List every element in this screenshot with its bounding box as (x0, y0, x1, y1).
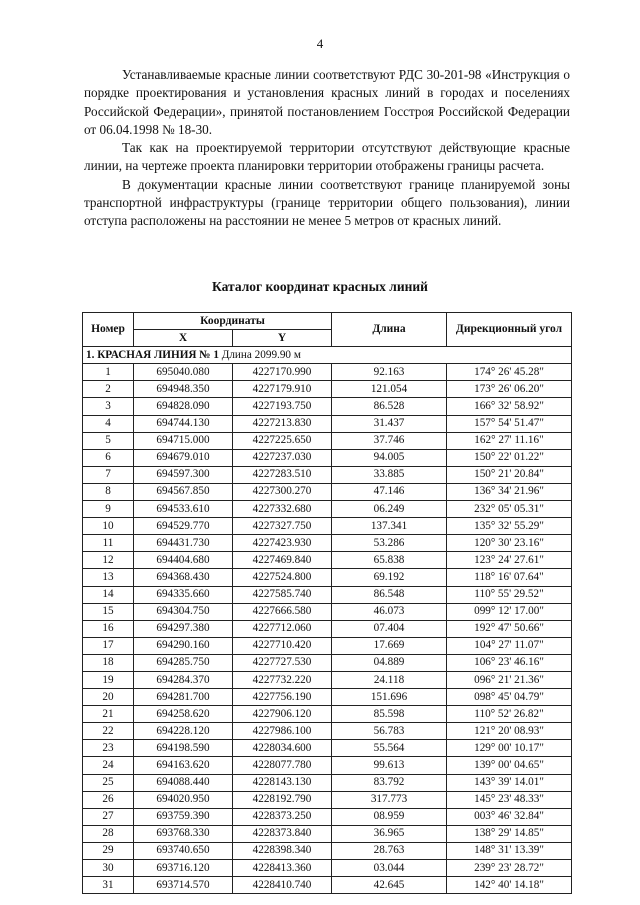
cell-number: 6 (83, 449, 134, 466)
cell-angle: 110° 52' 26.82" (447, 706, 572, 723)
catalog-title: Каталог координат красных линий (212, 279, 428, 294)
cell-length: 92.163 (332, 364, 447, 381)
cell-y: 4227524.800 (233, 569, 332, 586)
table-row (83, 740, 572, 757)
cell-x: 694335.660 (134, 586, 233, 603)
cell-angle: 145° 23' 48.33" (447, 791, 572, 808)
cell-length: 65.838 (332, 552, 447, 569)
cell-length: 36.965 (332, 825, 447, 842)
cell-x: 693716.120 (134, 860, 233, 877)
cell-angle: 098° 45' 04.79" (447, 689, 572, 706)
cell-y: 4228410.740 (233, 877, 332, 894)
table-row (83, 877, 572, 894)
cell-x: 694290.160 (134, 637, 233, 654)
cell-length: 137.341 (332, 518, 447, 535)
cell-length: 55.564 (332, 740, 447, 757)
table-row (83, 535, 572, 552)
cell-angle: 104° 27' 11.07" (447, 637, 572, 654)
cell-number: 20 (83, 689, 134, 706)
table-row (83, 483, 572, 500)
cell-number: 30 (83, 860, 134, 877)
body-text (84, 66, 570, 231)
cell-x: 694285.750 (134, 654, 233, 671)
cell-number: 27 (83, 808, 134, 825)
cell-number: 25 (83, 774, 134, 791)
cell-angle: 232° 05' 05.31" (447, 501, 572, 518)
cell-x: 693714.570 (134, 877, 233, 894)
table-row (83, 637, 572, 654)
header-y: Y (233, 330, 332, 347)
table-row (83, 518, 572, 535)
cell-x: 694744.130 (134, 415, 233, 432)
cell-angle: 143° 39' 14.01" (447, 774, 572, 791)
cell-y: 4227712.060 (233, 620, 332, 637)
table-row (83, 501, 572, 518)
cell-x: 694228.120 (134, 723, 233, 740)
cell-length: 24.118 (332, 671, 447, 688)
cell-y: 4227727.530 (233, 654, 332, 671)
cell-length: 99.613 (332, 757, 447, 774)
cell-angle: 157° 54' 51.47" (447, 415, 572, 432)
cell-y: 4227170.990 (233, 364, 332, 381)
cell-number: 2 (83, 381, 134, 398)
cell-number: 10 (83, 518, 134, 535)
cell-length: 317.773 (332, 791, 447, 808)
cell-length: 94.005 (332, 449, 447, 466)
cell-y: 4228398.340 (233, 842, 332, 859)
cell-y: 4227585.740 (233, 586, 332, 603)
cell-number: 5 (83, 432, 134, 449)
cell-y: 4227237.030 (233, 449, 332, 466)
cell-number: 3 (83, 398, 134, 415)
cell-y: 4228373.840 (233, 825, 332, 842)
cell-angle: 166° 32' 58.92" (447, 398, 572, 415)
cell-number: 18 (83, 654, 134, 671)
cell-x: 694404.680 (134, 552, 233, 569)
cell-length: 42.645 (332, 877, 447, 894)
table-row (83, 466, 572, 483)
cell-length: 56.783 (332, 723, 447, 740)
cell-y: 4227732.220 (233, 671, 332, 688)
cell-length: 86.548 (332, 586, 447, 603)
cell-angle: 003° 46' 32.84" (447, 808, 572, 825)
cell-angle: 110° 55' 29.52" (447, 586, 572, 603)
cell-y: 4227179.910 (233, 381, 332, 398)
cell-length: 86.528 (332, 398, 447, 415)
cell-number: 15 (83, 603, 134, 620)
cell-number: 31 (83, 877, 134, 894)
cell-length: 33.885 (332, 466, 447, 483)
cell-y: 4227986.100 (233, 723, 332, 740)
cell-angle: 096° 21' 21.36" (447, 671, 572, 688)
cell-angle: 139° 00' 04.65" (447, 757, 572, 774)
cell-x: 694281.700 (134, 689, 233, 706)
cell-y: 4227327.750 (233, 518, 332, 535)
cell-y: 4227666.580 (233, 603, 332, 620)
cell-length: 06.249 (332, 501, 447, 518)
cell-length: 69.192 (332, 569, 447, 586)
cell-number: 7 (83, 466, 134, 483)
cell-y: 4227469.840 (233, 552, 332, 569)
cell-angle: 142° 40' 14.18" (447, 877, 572, 894)
cell-x: 694715.000 (134, 432, 233, 449)
cell-length: 04.889 (332, 654, 447, 671)
cell-angle: 173° 26' 06.20" (447, 381, 572, 398)
cell-angle: 174° 26' 45.28" (447, 364, 572, 381)
cell-x: 694597.300 (134, 466, 233, 483)
cell-angle: 118° 16' 07.64" (447, 569, 572, 586)
header-length: Длина (332, 313, 447, 347)
table-row (83, 654, 572, 671)
cell-x: 694431.730 (134, 535, 233, 552)
table-row (83, 842, 572, 859)
cell-angle: 120° 30' 23.16" (447, 535, 572, 552)
paragraph: В документации красные линии соответствуют границе планируемой зоны транспортной инфраструктуры (границе территории общего пользования), линии отступа расположены на расстоянии не менее 5 метров от красных линий. (84, 176, 570, 229)
header-angle: Дирекционный угол (447, 313, 572, 347)
cell-number: 17 (83, 637, 134, 654)
cell-angle: 150° 21' 20.84" (447, 466, 572, 483)
cell-y: 4227283.510 (233, 466, 332, 483)
cell-x: 694679.010 (134, 449, 233, 466)
cell-y: 4228077.780 (233, 757, 332, 774)
cell-number: 11 (83, 535, 134, 552)
paragraph: Устанавливаемые красные линии соответствуют РДС 30-201-98 «Инструкция о порядке проектирования и установления красных линий в городах и поселениях Российской Федерации», принятой постановлением Госстроя Российской Федерации от 06.04.1998 № 18-30. (84, 67, 570, 137)
cell-length: 03.044 (332, 860, 447, 877)
table-row (83, 620, 572, 637)
coordinates-table (82, 312, 572, 894)
cell-length: 07.404 (332, 620, 447, 637)
table-row (83, 432, 572, 449)
cell-x: 694297.380 (134, 620, 233, 637)
cell-number: 19 (83, 671, 134, 688)
header-x: X (134, 330, 233, 347)
table-row (83, 398, 572, 415)
cell-length: 151.696 (332, 689, 447, 706)
cell-number: 22 (83, 723, 134, 740)
cell-number: 12 (83, 552, 134, 569)
cell-y: 4227213.830 (233, 415, 332, 432)
table-row (83, 364, 572, 381)
cell-angle: 129° 00' 10.17" (447, 740, 572, 757)
cell-number: 16 (83, 620, 134, 637)
section-name: 1. КРАСНАЯ ЛИНИЯ № 1 (86, 348, 219, 361)
cell-number: 9 (83, 501, 134, 518)
cell-y: 4227756.190 (233, 689, 332, 706)
paragraph: Так как на проектируемой территории отсутствуют действующие красные линии, на чертеже проекта планировки территории отображены границы расчета. (84, 140, 570, 174)
cell-number: 8 (83, 483, 134, 500)
cell-y: 4228143.130 (233, 774, 332, 791)
cell-length: 28.763 (332, 842, 447, 859)
table-row (83, 757, 572, 774)
cell-length: 08.959 (332, 808, 447, 825)
header-coordinates: Координаты (134, 313, 332, 330)
cell-length: 46.073 (332, 603, 447, 620)
table-row (83, 552, 572, 569)
cell-angle: 099° 12' 17.00" (447, 603, 572, 620)
cell-number: 4 (83, 415, 134, 432)
cell-number: 21 (83, 706, 134, 723)
cell-length: 121.054 (332, 381, 447, 398)
cell-y: 4227906.120 (233, 706, 332, 723)
cell-number: 26 (83, 791, 134, 808)
cell-number: 14 (83, 586, 134, 603)
section-length: Длина 2099.90 м (221, 348, 301, 361)
cell-x: 694529.770 (134, 518, 233, 535)
table-row (83, 603, 572, 620)
cell-angle: 138° 29' 14.85" (447, 825, 572, 842)
cell-x: 695040.080 (134, 364, 233, 381)
cell-angle: 162° 27' 11.16" (447, 432, 572, 449)
section-row (83, 347, 572, 364)
cell-x: 694258.620 (134, 706, 233, 723)
cell-x: 694198.590 (134, 740, 233, 757)
cell-y: 4227193.750 (233, 398, 332, 415)
cell-angle: 150° 22' 01.22" (447, 449, 572, 466)
cell-angle: 121° 20' 08.93" (447, 723, 572, 740)
section-cell (83, 347, 572, 364)
header-number: Номер (83, 313, 134, 347)
table-row (83, 671, 572, 688)
cell-x: 694020.950 (134, 791, 233, 808)
cell-y: 4228034.600 (233, 740, 332, 757)
cell-x: 694567.850 (134, 483, 233, 500)
table-row (83, 381, 572, 398)
cell-y: 4227710.420 (233, 637, 332, 654)
table-row (83, 825, 572, 842)
table-row (83, 860, 572, 877)
cell-y: 4228373.250 (233, 808, 332, 825)
cell-number: 23 (83, 740, 134, 757)
cell-x: 694088.440 (134, 774, 233, 791)
cell-y: 4227225.650 (233, 432, 332, 449)
cell-angle: 239° 23' 28.72" (447, 860, 572, 877)
cell-length: 31.437 (332, 415, 447, 432)
table-row (83, 586, 572, 603)
table-row (83, 415, 572, 432)
cell-length: 47.146 (332, 483, 447, 500)
page-number: 4 (316, 36, 324, 51)
cell-angle: 192° 47' 50.66" (447, 620, 572, 637)
cell-length: 83.792 (332, 774, 447, 791)
cell-number: 29 (83, 842, 134, 859)
cell-length: 17.669 (332, 637, 447, 654)
cell-x: 694163.620 (134, 757, 233, 774)
cell-angle: 123° 24' 27.61" (447, 552, 572, 569)
cell-y: 4228413.360 (233, 860, 332, 877)
table-row (83, 449, 572, 466)
cell-x: 693759.390 (134, 808, 233, 825)
cell-angle: 136° 34' 21.96" (447, 483, 572, 500)
table-row (83, 689, 572, 706)
table-row (83, 706, 572, 723)
cell-x: 694828.090 (134, 398, 233, 415)
cell-x: 693768.330 (134, 825, 233, 842)
cell-number: 13 (83, 569, 134, 586)
table-row (83, 791, 572, 808)
cell-x: 694948.350 (134, 381, 233, 398)
cell-y: 4227332.680 (233, 501, 332, 518)
cell-angle: 106° 23' 46.16" (447, 654, 572, 671)
cell-x: 694284.370 (134, 671, 233, 688)
cell-x: 693740.650 (134, 842, 233, 859)
cell-length: 85.598 (332, 706, 447, 723)
table-row (83, 774, 572, 791)
cell-angle: 135° 32' 55.29" (447, 518, 572, 535)
table-row (83, 569, 572, 586)
cell-number: 1 (83, 364, 134, 381)
cell-number: 28 (83, 825, 134, 842)
cell-x: 694368.430 (134, 569, 233, 586)
cell-length: 53.286 (332, 535, 447, 552)
cell-y: 4228192.790 (233, 791, 332, 808)
cell-x: 694533.610 (134, 501, 233, 518)
table-row (83, 808, 572, 825)
cell-angle: 148° 31' 13.39" (447, 842, 572, 859)
cell-length: 37.746 (332, 432, 447, 449)
cell-y: 4227300.270 (233, 483, 332, 500)
cell-number: 24 (83, 757, 134, 774)
cell-x: 694304.750 (134, 603, 233, 620)
cell-y: 4227423.930 (233, 535, 332, 552)
table-row (83, 723, 572, 740)
